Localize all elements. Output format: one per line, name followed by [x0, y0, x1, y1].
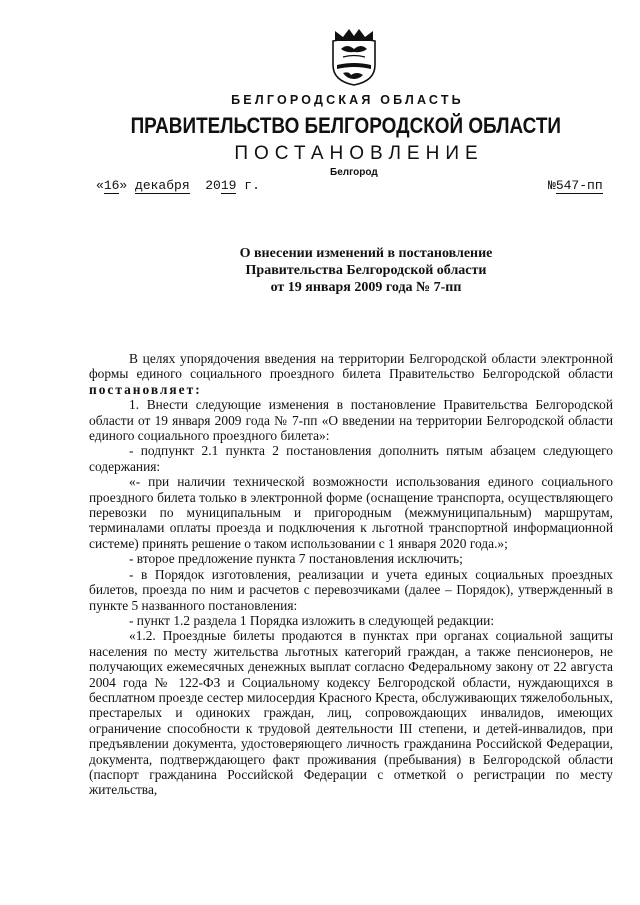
paragraph: - пункт 1.2 раздела 1 Порядка изложить в следующей редакции:	[129, 612, 495, 628]
government-heading: ПРАВИТЕЛЬСТВО БЕЛГОРОДСКОЙ ОБЛАСТИ	[130, 113, 562, 138]
region-heading: БЕЛГОРОДСКАЯ ОБЛАСТЬ	[231, 93, 464, 107]
document-type-heading: ПОСТАНОВЛЕНИЕ	[234, 143, 484, 164]
number-prefix: №	[548, 178, 556, 193]
document-body	[89, 351, 613, 798]
city-label: Белгород	[330, 167, 378, 178]
date-year-suffix: 19	[220, 178, 237, 193]
date-year-prefix: 20	[205, 178, 221, 193]
intro-verb: постановляет:	[89, 381, 202, 397]
intro-text: В целях упорядочения введения на территории Белгородской области электронной формы единого социального проездного билета Правительство Белгородской области	[89, 351, 613, 382]
document-number	[548, 178, 603, 193]
document-date: «16» декабря 2019 г.	[96, 178, 260, 193]
paragraph: «1.2. Проездные билеты продаются в пунктах при органах социальной защиты населения по месту жительства льготных категорий граждан, а также пенсионеров, не получающих ежемесячных денежных выплат согласно Федеральному закону от 22 августа 2004 года № 122-ФЗ и Социальному кодексу Белгородской области, нуждающихся в бесплатном проезде сестер милосердия Красного Креста, обслуживающих тяжелобольных, престарелых и одиноких граждан, лиц, сопровождающих инвалидов, имеющих ограничение способности к трудовой деятельности III степени, и детей-инвалидов, при предъявлении документа, удостоверяющего личность гражданина Российской Федерации, документа, подтверждающего факт проживания (пребывания) в Белгородской области (паспорт гражданина Российской Федерации с отметкой о регистрации по месту жительства,	[89, 628, 613, 798]
title-line: Правительства Белгородской области	[245, 263, 487, 278]
title-line: О внесении изменений в постановление	[239, 246, 493, 261]
paragraph: «- при наличии технической возможности использования единого социального проездного билета только в электронной форме (оснащение транспорта, осуществляющего перевозки по муниципальным и пригородным (межмуниципальным) маршрутам, терминалами оплаты проезда и подключения к льготной транспортной информационной системе) принять решение о таком использовании с 1 января 2020 года.»;	[89, 474, 613, 551]
date-month: декабря	[135, 178, 190, 193]
paragraph: - второе предложение пункта 7 постановления исключить;	[129, 551, 463, 567]
coat-of-arms-emblem	[329, 27, 379, 87]
document-title	[0, 245, 640, 296]
paragraph: - в Порядок изготовления, реализации и учета единых социальных проездных билетов, проезда по ним и расчетов с перевозчиками (далее – Порядок), утвержденный в пункте 5 названного постановления:	[89, 566, 613, 613]
date-year-unit: г.	[244, 178, 260, 193]
paragraph: 1. Внести следующие изменения в постановление Правительства Белгородской области от 19 января 2009 года № 7-пп «О введении на территории Белгородской области единого социального проездного билета»:	[89, 397, 613, 444]
number-value: 547-пп	[555, 178, 603, 193]
date-day: 16	[103, 178, 120, 193]
title-line: от 19 января 2009 года № 7-пп	[270, 280, 462, 295]
paragraph-intro	[89, 351, 613, 397]
paragraph: - подпункт 2.1 пункта 2 постановления дополнить пятым абзацем следующего содержания:	[89, 443, 613, 474]
